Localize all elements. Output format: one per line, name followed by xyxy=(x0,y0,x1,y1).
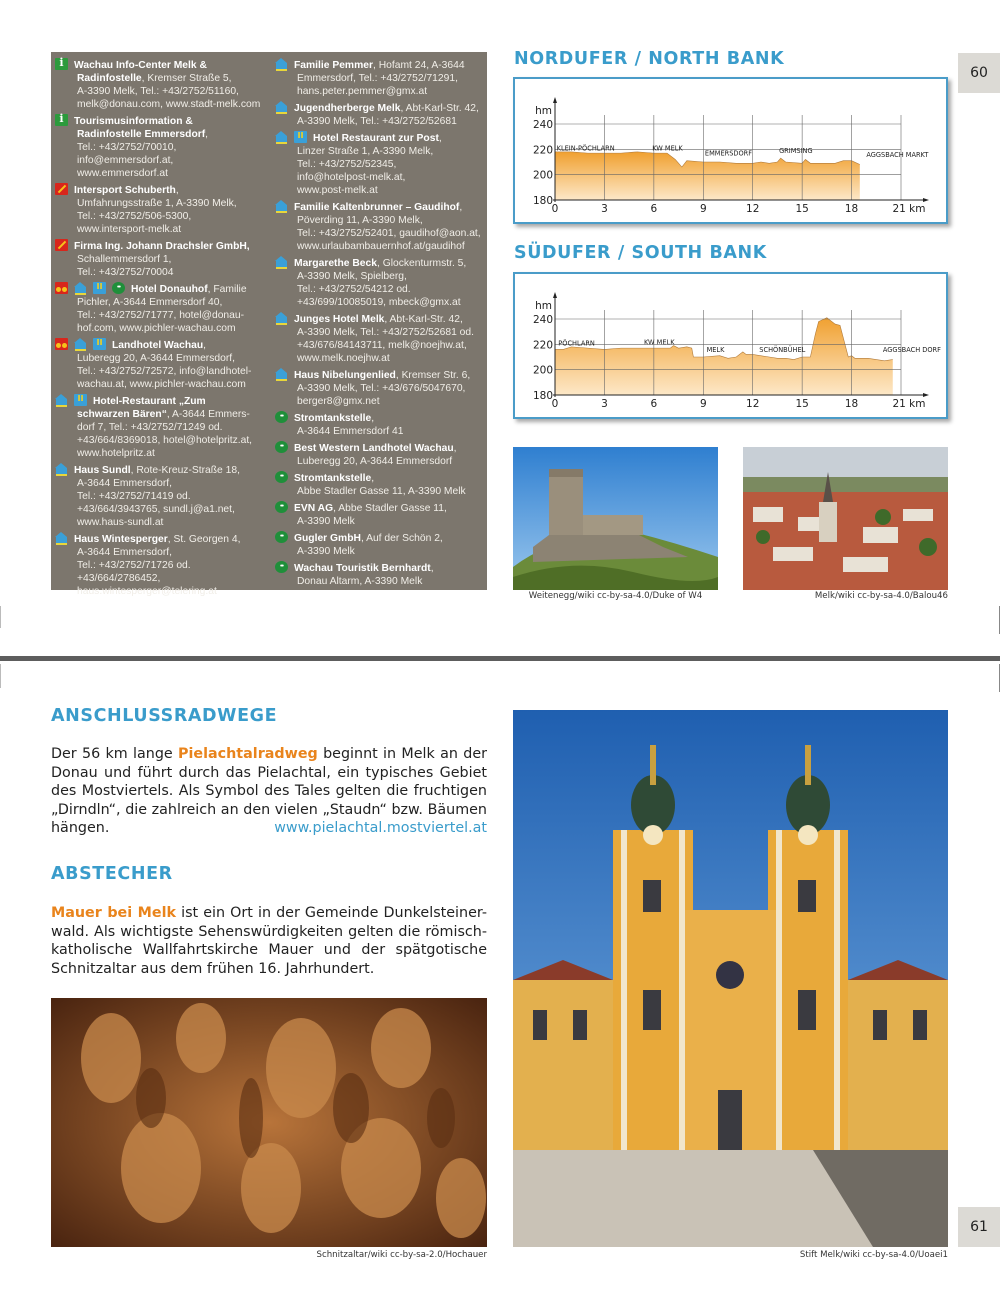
contact-name: Junges Hotel Melk xyxy=(294,314,385,325)
photo-stift-melk xyxy=(513,710,948,1247)
south-bank-elevation-chart xyxy=(513,272,948,419)
contact-entry xyxy=(55,532,267,598)
accommodation-icon xyxy=(275,312,288,324)
pielachtalradweg-highlight: Pielachtalradweg xyxy=(178,746,318,762)
contact-name: Gugler GmbH xyxy=(294,533,361,544)
accommodation-icon xyxy=(55,394,68,406)
contact-details: , Auf der Schön 2, A-3390 Melk xyxy=(297,533,443,557)
contact-details: , Pöverding 11, A-3390 Melk, Tel.: +43/2752/52401, gaudihof@aon.at, www.urlaubambauernhof.at/gaudihof xyxy=(297,202,481,252)
contact-name: Wachau Touristik Bernhardt xyxy=(294,563,431,574)
contact-name: Haus Nibelungenlied xyxy=(294,370,396,381)
bike-repair-icon xyxy=(55,239,68,251)
photo-weitenegg-ruin xyxy=(513,447,718,590)
y-axis-label: hm xyxy=(535,300,552,312)
photo-melk-town xyxy=(743,447,948,590)
contact-info-box xyxy=(51,52,487,597)
contact-entry xyxy=(275,312,485,365)
bike-rental-icon xyxy=(55,338,68,350)
contact-name: Tourismusinformation & Radinfostelle Emmersdorf xyxy=(74,116,206,140)
contact-entry xyxy=(275,561,485,588)
caption-melk: Melk/wiki cc-by-sa-4.0/Balou46 xyxy=(814,591,948,601)
x-tick-label: 12 xyxy=(746,203,760,215)
contact-details: , Kremser Str. 6, A-3390 Melk, Tel.: +43/676/5047670, berger8@gmx.net xyxy=(297,370,471,407)
x-tick-label: 15 xyxy=(795,203,809,215)
contact-name: Hotel Restaurant zur Post xyxy=(313,133,439,144)
y-tick-label: 240 xyxy=(532,119,553,131)
bike-rental-icon xyxy=(55,282,68,294)
bike-repair-icon xyxy=(55,183,68,195)
contact-entry xyxy=(55,463,267,529)
contact-entry xyxy=(275,58,485,98)
contact-name: Haus Sundl xyxy=(74,465,131,476)
x-tick-label: 6 xyxy=(650,398,658,410)
accommodation-icon xyxy=(275,101,288,113)
x-tick-label: 12 xyxy=(746,398,760,410)
accommodation-icon xyxy=(275,58,288,70)
x-tick-label: 0 xyxy=(551,398,559,410)
info-icon xyxy=(55,58,68,70)
y-axis-label: hm xyxy=(535,105,552,117)
contact-name: EVN AG xyxy=(294,503,334,514)
contact-details: , A-3644 Emmersdorf 41 xyxy=(297,413,404,437)
anschlussradwege-paragraph xyxy=(51,745,487,838)
contact-entry xyxy=(55,114,267,180)
place-label: SCHÖNBÜHEL xyxy=(759,345,806,354)
accommodation-icon xyxy=(275,256,288,268)
photo-schnitzaltar xyxy=(51,998,487,1247)
paragraph-text: Der 56 km lange xyxy=(51,746,179,762)
e-charging-icon xyxy=(275,561,288,573)
y-tick-label: 200 xyxy=(532,364,553,377)
y-tick-label: 180 xyxy=(532,195,553,207)
contact-name: Wachau Info-Center Melk & Radinfostelle xyxy=(74,60,207,84)
north-bank-elevation-chart xyxy=(513,77,948,224)
contact-details: , A-3644 Emmers- dorf 7, Tel.: +43/2752/71249 od. +43/664/8369018, hotel@hotelpritz.at, www.hotelpritz.at xyxy=(77,409,253,459)
place-label: AGGSBACH MARKT xyxy=(866,150,929,159)
caption-weitenegg: Weitenegg/wiki cc-by-sa-4.0/Duke of W4 xyxy=(528,591,703,601)
contact-entry xyxy=(275,101,485,128)
contact-entry xyxy=(275,531,485,558)
caption-stift-melk: Stift Melk/wiki cc-by-sa-4.0/Uoaei1 xyxy=(799,1250,948,1260)
accommodation-icon xyxy=(74,338,87,350)
contact-details: , Linzer Straße 1, A-3390 Melk, Tel.: +43/2752/52345, info@hotelpost-melk.at, www.post-melk.at xyxy=(297,133,442,196)
restaurant-icon xyxy=(93,282,106,294)
x-tick-label: 18 xyxy=(844,398,859,410)
contact-details: , Rote-Kreuz-Straße 18, A-3644 Emmersdorf, Tel.: +43/2752/71419 od. +43/664/3943765, sundl.j@a1.net, www.haus-sundl.at xyxy=(77,465,240,528)
contact-details: , Luberegg 20, A-3644 Emmersdorf, Tel.: +43/2752/72572, info@landhotel- wachau.at, www.pichler-wachau.com xyxy=(77,340,252,390)
accommodation-icon xyxy=(55,532,68,544)
x-tick-label: 9 xyxy=(699,203,707,215)
x-axis-arrow-icon xyxy=(923,198,929,202)
contact-entry xyxy=(275,131,485,197)
pielachtal-website-link[interactable]: www.pielachtal.mostviertel.at xyxy=(274,820,487,836)
x-tick-label: 0 xyxy=(551,203,559,215)
e-charging-icon xyxy=(275,471,288,483)
contact-details: , Abt-Karl-Str. 42, A-3390 Melk, Tel.: +43/2752/52681 od. +43/676/84143711, melk@noejhw.at, www.melk.noejhw.at xyxy=(297,314,474,364)
abstecher-paragraph xyxy=(51,904,487,978)
accommodation-icon xyxy=(275,131,288,143)
page-edge-mark xyxy=(0,664,1,688)
contact-entry xyxy=(275,200,485,253)
paragraph-text: beginnt in Melk an der Donau und führt durch das Pielachtal, ein typisches Gebiet des Mostviertels. Als Symbol des Tales gelten die fruchtigen „Dirndln“, die zahlreich an den vielen „Staudn“ bzw. Bäumen hängen. xyxy=(51,746,487,836)
place-label: PÖCHLARN xyxy=(558,339,595,348)
x-tick-label: 21 km xyxy=(892,398,926,410)
contact-details: , Luberegg 20, A-3644 Emmersdorf xyxy=(297,443,457,467)
x-tick-label: 3 xyxy=(601,398,608,410)
contact-entry xyxy=(55,183,267,236)
place-label: KLEIN-PÖCHLARN xyxy=(556,144,615,153)
e-charging-icon xyxy=(275,531,288,543)
e-charging-icon xyxy=(275,501,288,513)
contact-entry xyxy=(55,338,267,391)
contact-name: Haus Wintesperger xyxy=(74,534,168,545)
place-label: GRIMSING xyxy=(779,147,813,156)
contact-column-left xyxy=(55,58,267,601)
contact-name: Landhotel Wachau xyxy=(112,340,204,351)
paragraph-text: ist ein Ort in der Gemeinde Dunkelsteiner-wald. Als wichtigste Sehenswürdigkeiten gelten die römisch-katholische Wallfahrtskirche Mauer und der spätgotische Schnitzaltar aus dem frühen 16. Jahrhundert. xyxy=(51,905,487,977)
restaurant-icon xyxy=(74,394,87,406)
abstecher-heading: ABSTECHER xyxy=(51,864,173,884)
contact-name: Hotel-Restaurant „Zum schwarzen Bären“ xyxy=(77,396,206,420)
contact-name: Familie Pemmer xyxy=(294,60,373,71)
north-bank-heading: NORDUFER / NORTH BANK xyxy=(514,49,785,69)
place-label: KW MELK xyxy=(643,338,675,347)
page-divider xyxy=(0,656,1000,661)
page-number-top: 60 xyxy=(958,53,1000,93)
contact-entry xyxy=(55,239,267,279)
contact-details: , Tel.: +43/2752/70010, info@emmersdorf.at, www.emmersdorf.at xyxy=(77,129,209,179)
x-tick-label: 6 xyxy=(650,203,658,215)
contact-name: Firma Ing. Johann Drachsler GmbH, xyxy=(74,241,250,252)
contact-entry xyxy=(275,411,485,438)
accommodation-icon xyxy=(74,282,87,294)
y-tick-label: 220 xyxy=(532,339,553,352)
contact-details: , Glockenturmstr. 5, A-3390 Melk, Spielberg, Tel.: +43/2752/54212 od. +43/699/10085019, mbeck@gmx.at xyxy=(297,258,467,308)
restaurant-icon xyxy=(294,131,307,143)
page-number-bottom: 61 xyxy=(958,1207,1000,1247)
y-tick-label: 200 xyxy=(532,169,553,182)
contact-name: Margarethe Beck xyxy=(294,258,377,269)
contact-name: Stromtankstelle xyxy=(294,473,372,484)
contact-name: Hotel Donauhof xyxy=(131,284,208,295)
contact-entry xyxy=(55,394,267,460)
restaurant-icon xyxy=(93,338,106,350)
contact-entry xyxy=(55,58,267,111)
x-tick-label: 9 xyxy=(699,398,707,410)
x-axis-arrow-icon xyxy=(923,393,929,397)
contact-details: , Abbe Stadler Gasse 11, A-3390 Melk xyxy=(297,503,447,527)
x-tick-label: 15 xyxy=(795,398,809,410)
y-axis-arrow-icon xyxy=(553,97,557,103)
place-label: EMMERSDORF xyxy=(704,149,753,158)
y-tick-label: 180 xyxy=(532,390,553,402)
contact-details: , Hofamt 24, A-3644 Emmersdorf, Tel.: +43/2752/71291, hans.peter.pemmer@gmx.at xyxy=(297,60,465,97)
x-tick-label: 3 xyxy=(601,203,608,215)
x-tick-label: 18 xyxy=(844,203,859,215)
page-edge-mark xyxy=(0,606,1,628)
contact-details: , St. Georgen 4, A-3644 Emmersdorf, Tel.: +43/2752/71726 od. +43/664/2786452, haus.wintesperger@telering.at xyxy=(77,534,241,597)
contact-details: , Abbe Stadler Gasse 11, A-3390 Melk xyxy=(297,473,466,497)
e-charging-icon xyxy=(112,282,125,294)
contact-entry xyxy=(275,441,485,468)
caption-schnitzaltar: Schnitzaltar/wiki cc-by-sa-2.0/Hochauer xyxy=(316,1250,487,1260)
y-tick-label: 240 xyxy=(532,314,553,326)
contact-name: Intersport Schuberth xyxy=(74,185,176,196)
contact-details: Schallemmersdorf 1, Tel.: +43/2752/70004 xyxy=(77,254,174,278)
place-label: KW MELK xyxy=(652,144,683,153)
y-axis-arrow-icon xyxy=(553,292,557,298)
accommodation-icon xyxy=(275,368,288,380)
contact-details: , Abt-Karl-Str. 42, A-3390 Melk, Tel.: +43/2752/52681 xyxy=(297,103,479,127)
contact-column-right xyxy=(275,58,485,591)
x-tick-label: 21 km xyxy=(892,203,926,215)
contact-name: Stromtankstelle xyxy=(294,413,372,424)
contact-entry xyxy=(275,368,485,408)
contact-name: Best Western Landhotel Wachau xyxy=(294,443,454,454)
anschlussradwege-heading: ANSCHLUSSRADWEGE xyxy=(51,706,278,726)
place-label: AGGSBACH DORF xyxy=(882,345,941,354)
contact-details: , Familie Pichler, A-3644 Emmersdorf 40, Tel.: +43/2752/71777, hotel@donau- hof.com, www.pichler-wachau.com xyxy=(77,284,247,334)
accommodation-icon xyxy=(55,463,68,475)
mauer-bei-melk-highlight: Mauer bei Melk xyxy=(51,905,177,921)
accommodation-icon xyxy=(275,200,288,212)
contact-entry xyxy=(275,256,485,309)
contact-details: , Umfahrungsstraße 1, A-3390 Melk, Tel.: +43/2752/506-5300, www.intersport-melk.at xyxy=(77,185,237,235)
elevation-area xyxy=(555,318,893,395)
y-tick-label: 220 xyxy=(532,144,553,157)
contact-entry xyxy=(275,471,485,498)
contact-entry xyxy=(275,501,485,528)
e-charging-icon xyxy=(275,441,288,453)
south-bank-heading: SÜDUFER / SOUTH BANK xyxy=(514,243,767,263)
info-icon xyxy=(55,114,68,126)
contact-name: Jugendherberge Melk xyxy=(294,103,401,114)
contact-name: Familie Kaltenbrunner – Gaudihof xyxy=(294,202,460,213)
contact-details: , Donau Altarm, A-3390 Melk xyxy=(297,563,434,587)
contact-entry xyxy=(55,282,267,335)
place-label: MELK xyxy=(706,345,725,354)
e-charging-icon xyxy=(275,411,288,423)
contact-details: , Kremser Straße 5, A-3390 Melk, Tel.: +43/2752/51160, melk@donau.com, www.stadt-melk.com xyxy=(77,73,261,110)
